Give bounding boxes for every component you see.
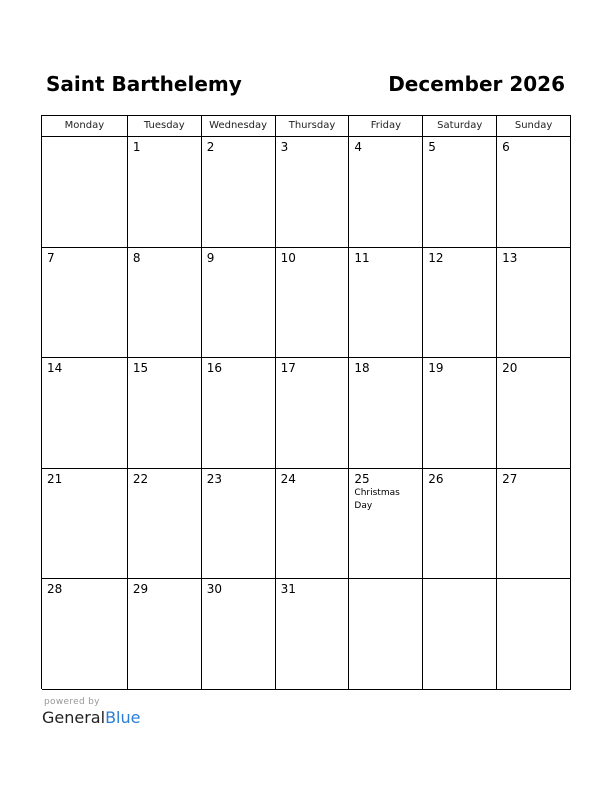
calendar-grid	[41, 115, 571, 689]
weekday-friday: Friday	[349, 116, 423, 137]
day-number: 14	[47, 361, 63, 376]
weekday-header-row	[42, 116, 571, 137]
day-cell	[202, 579, 276, 690]
brand-general-text: General	[42, 708, 106, 727]
day-number: 29	[132, 582, 149, 597]
day-cell	[349, 358, 423, 469]
weekday-wednesday: Wednesday	[202, 116, 276, 137]
weekday-monday: Monday	[42, 116, 128, 137]
day-number: 11	[354, 250, 370, 265]
weekday-tuesday: Tuesday	[128, 116, 202, 137]
day-number: 2	[206, 140, 215, 154]
day-cell	[276, 469, 350, 580]
brand-blue-text: Blue	[105, 708, 141, 727]
week-row	[42, 358, 571, 469]
day-number: 4	[354, 140, 363, 154]
day-cell	[497, 137, 571, 248]
day-cell	[423, 248, 497, 359]
day-cell	[276, 579, 350, 690]
day-number: 17	[280, 361, 296, 376]
day-number: 22	[132, 471, 149, 486]
day-number: 13	[502, 250, 518, 265]
day-cell	[202, 469, 276, 580]
weekday-thursday: Thursday	[276, 116, 350, 137]
day-cell-holiday	[349, 469, 423, 580]
day-number: 8	[132, 250, 141, 265]
day-cell	[423, 358, 497, 469]
day-number: 20	[502, 361, 518, 376]
day-cell	[349, 137, 423, 248]
day-number: 7	[47, 250, 55, 265]
day-number: 16	[206, 361, 222, 376]
day-number: 9	[206, 250, 215, 265]
day-cell	[128, 469, 202, 580]
day-number: 10	[280, 250, 296, 265]
day-cell-empty	[42, 137, 128, 248]
day-cell	[42, 469, 128, 580]
month-year-title: December 2026	[388, 72, 565, 96]
day-cell	[276, 137, 350, 248]
day-cell	[202, 137, 276, 248]
week-row	[42, 469, 571, 580]
day-cell	[497, 469, 571, 580]
day-number: 30	[206, 582, 222, 597]
day-number: 5	[428, 140, 436, 154]
day-number: 24	[280, 471, 296, 486]
day-number: 27	[502, 471, 518, 486]
week-row	[42, 137, 571, 248]
day-cell	[128, 248, 202, 359]
day-number: 26	[428, 471, 444, 486]
day-cell	[128, 579, 202, 690]
holiday-label: Christmas Day	[354, 487, 400, 511]
day-cell	[202, 248, 276, 359]
day-cell	[202, 358, 276, 469]
day-number: 3	[280, 140, 289, 154]
day-cell	[423, 137, 497, 248]
weekday-sunday: Sunday	[497, 116, 571, 137]
day-cell	[349, 248, 423, 359]
day-number: 28	[47, 582, 63, 597]
day-number: 18	[354, 361, 370, 376]
week-row	[42, 579, 571, 690]
day-number: 15	[132, 361, 149, 376]
day-cell	[128, 137, 202, 248]
day-number: 6	[502, 140, 510, 154]
day-number: 19	[428, 361, 444, 376]
day-cell	[42, 248, 128, 359]
day-cell-empty	[497, 579, 571, 690]
day-number: 23	[206, 471, 222, 486]
brand-logo[interactable]	[42, 708, 140, 728]
day-cell	[423, 469, 497, 580]
day-cell	[42, 579, 128, 690]
day-number: 21	[47, 471, 63, 486]
day-cell-empty	[349, 579, 423, 690]
day-cell	[42, 358, 128, 469]
day-cell	[276, 248, 350, 359]
week-row	[42, 248, 571, 359]
day-number: 31	[280, 582, 296, 597]
day-cell	[128, 358, 202, 469]
footer-branding	[42, 697, 140, 728]
day-cell	[497, 248, 571, 359]
day-number: 25	[354, 471, 370, 486]
weekday-saturday: Saturday	[423, 116, 497, 137]
day-cell-empty	[423, 579, 497, 690]
day-cell	[497, 358, 571, 469]
day-cell	[276, 358, 350, 469]
day-number: 1	[132, 140, 141, 154]
region-title: Saint Barthelemy	[46, 72, 242, 96]
day-number: 12	[428, 250, 444, 265]
powered-by-label: powered by	[44, 697, 100, 707]
